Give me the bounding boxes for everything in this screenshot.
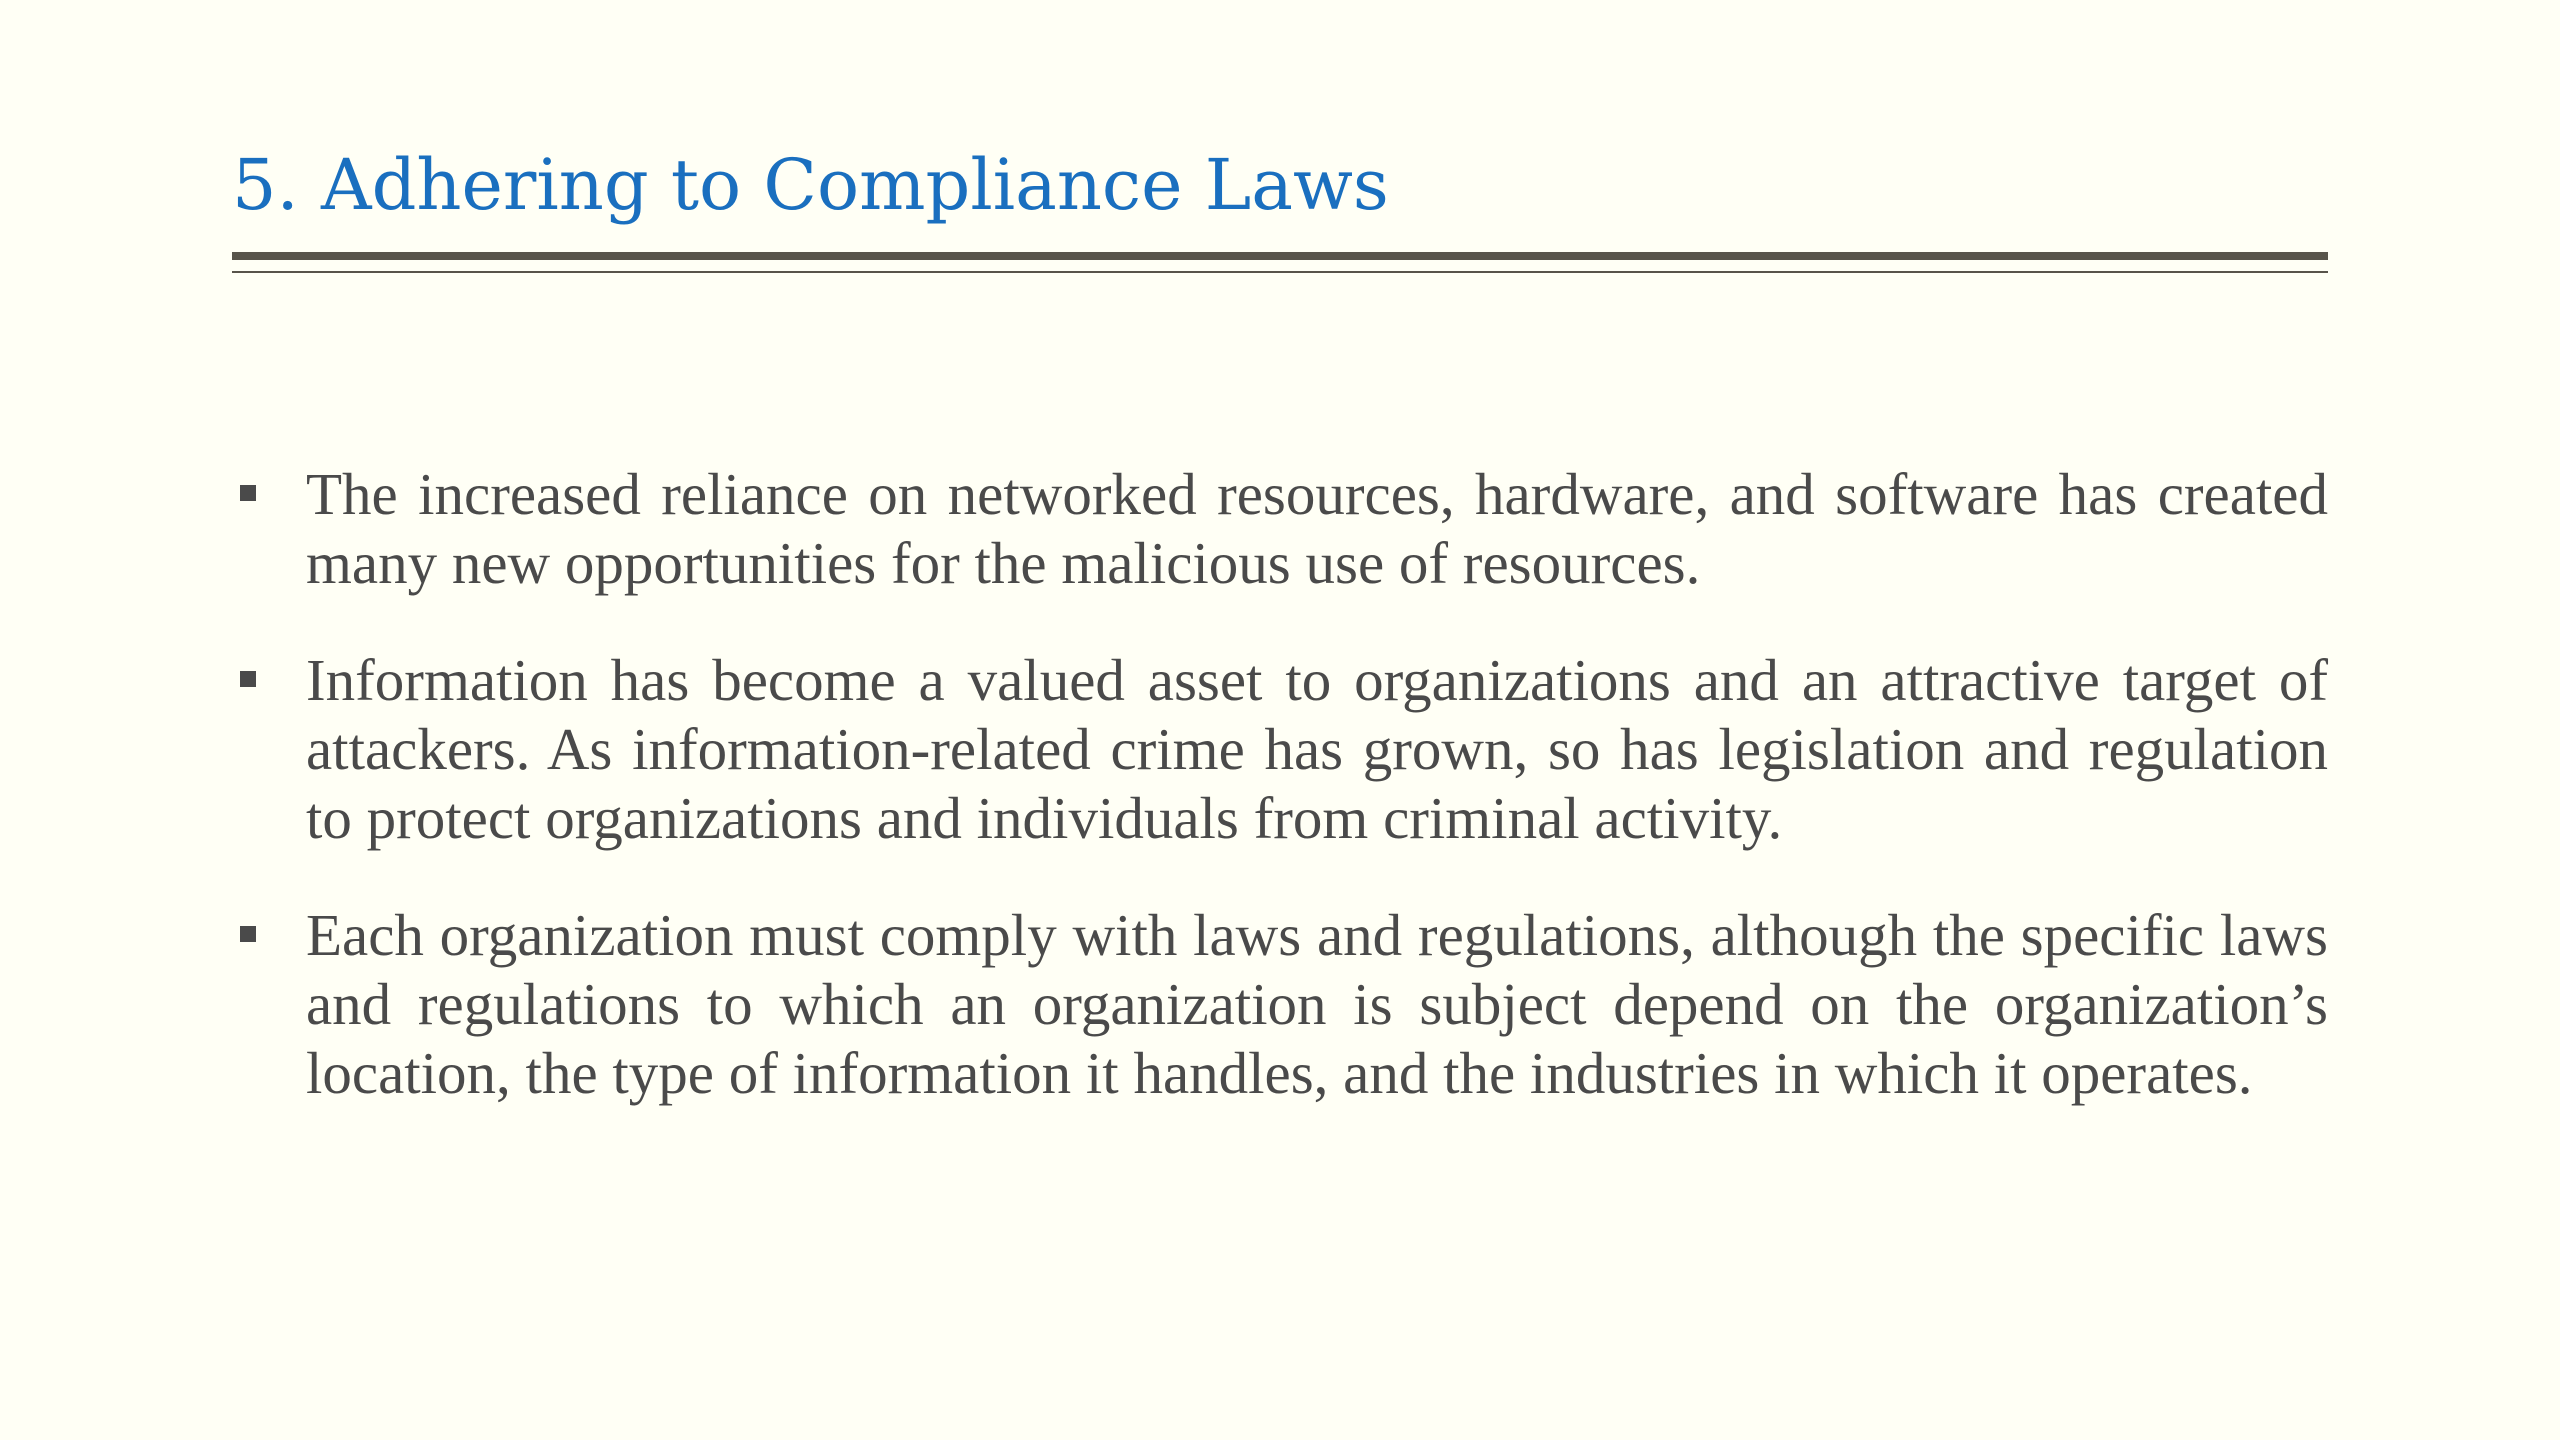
title-rule-thick <box>232 252 2328 260</box>
bullet-text: Each organization must comply with laws and regulations, although the specific laws and regulations to which an organization is subject depend on the organization’s location, the type of information it handles, and the industries in which it operates. <box>306 902 2328 1106</box>
bullet-item <box>232 460 2328 598</box>
square-bullet-icon <box>240 926 256 942</box>
bullet-text: Information has become a valued asset to organizations and an attractive target of attackers. As information-related crime has grown, so has legislation and regulation to protect organizations and individuals from criminal activity. <box>306 647 2328 851</box>
bullet-item <box>232 646 2328 853</box>
title-rule-thin <box>232 271 2328 273</box>
bullet-text: The increased reliance on networked resources, hardware, and software has created many new opportunities for the malicious use of resources. <box>306 461 2328 596</box>
square-bullet-icon <box>240 671 256 687</box>
bullet-list <box>232 460 2328 1156</box>
slide-title: 5. Adhering to Compliance Laws <box>232 144 1389 226</box>
square-bullet-icon <box>240 485 256 501</box>
bullet-item <box>232 901 2328 1108</box>
